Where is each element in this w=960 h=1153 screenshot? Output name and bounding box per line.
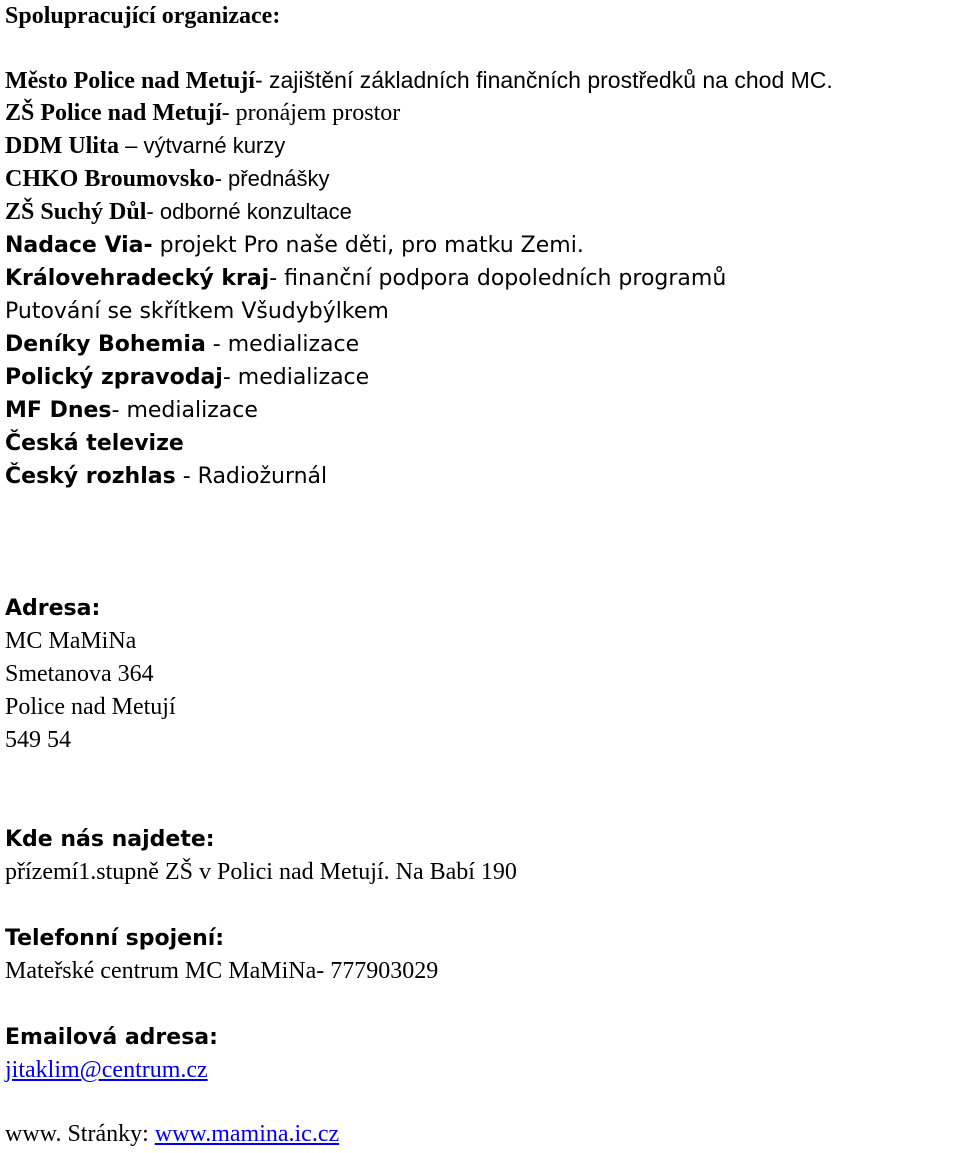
org-name: Deníky Bohemia <box>5 332 206 357</box>
org-item-chko <box>5 165 330 193</box>
location-heading: Kde nás najdete: <box>5 827 215 852</box>
org-name: ZŠ Suchý Důl <box>5 199 147 225</box>
address-heading: Adresa: <box>5 596 101 621</box>
org-item-cesky-rozhlas <box>5 462 327 491</box>
org-name: ZŠ Police nad Metují <box>5 100 222 126</box>
org-desc: projekt Pro naše děti, pro matku Zemi. <box>152 233 584 258</box>
org-name: Město Police nad Metují <box>5 68 255 94</box>
web-link[interactable]: www.mamina.ic.cz <box>154 1121 340 1147</box>
address-line-3: Police nad Metují <box>5 694 176 720</box>
org-name: Česká televize <box>5 431 184 456</box>
org-desc: - zajištění základních finančních prostředků na chod MC. <box>254 67 833 93</box>
location-text: přízemí1.stupně ZŠ v Polici nad Metují. Na Babí 190 <box>5 859 517 885</box>
org-item-deniky-bohemia <box>5 330 359 359</box>
org-desc: - Radiožurnál <box>175 464 328 489</box>
org-item-ceska-televize <box>5 429 184 458</box>
org-name: MF Dnes <box>5 398 112 423</box>
org-name: Nadace Via- <box>5 233 153 258</box>
web-prefix: www. Stránky: <box>5 1121 155 1147</box>
address-line-1: MC MaMiNa <box>5 628 137 654</box>
phone-heading: Telefonní spojení: <box>5 926 225 951</box>
section-title: Spolupracující organizace: <box>5 3 281 29</box>
org-item-zs-suchy-dul <box>5 198 352 226</box>
email-heading: Emailová adresa: <box>5 1025 218 1050</box>
org-item-mesto-police <box>5 66 833 95</box>
org-desc: - přednášky <box>214 166 330 191</box>
org-name: Královehradecký kraj <box>5 266 270 291</box>
org-desc: - finanční podpora dopoledních programů <box>269 266 727 291</box>
email-line <box>5 1056 208 1084</box>
org-item-ddm-ulita <box>5 132 285 160</box>
address-line-4: 549 54 <box>5 727 71 753</box>
org-name: DDM Ulita <box>5 133 119 159</box>
org-desc: Putování se skřítkem Všudybýlkem <box>5 299 389 324</box>
phone-text: Mateřské centrum MC MaMiNa- 777903029 <box>5 958 439 984</box>
org-item-nadace-via <box>5 231 584 260</box>
address-line-2: Smetanova 364 <box>5 661 154 687</box>
org-desc: - pronájem prostor <box>221 100 401 126</box>
email-link[interactable]: jitaklim@centrum.cz <box>5 1057 208 1083</box>
org-name: CHKO Broumovsko <box>5 166 215 192</box>
org-item-policky-zpravodaj <box>5 363 369 392</box>
org-name: Český rozhlas <box>5 464 176 489</box>
org-desc: – výtvarné kurzy <box>118 133 286 158</box>
org-item-mf-dnes <box>5 396 258 425</box>
org-item-kralovehradecky-kraj <box>5 264 726 293</box>
org-desc: - medializace <box>205 332 360 357</box>
org-desc: - odborné konzultace <box>146 199 352 224</box>
org-desc: - medializace <box>111 398 258 423</box>
org-desc: - medializace <box>222 365 370 390</box>
org-name: Polický zpravodaj <box>5 365 223 390</box>
org-item-putovani <box>5 297 389 326</box>
org-item-zs-police <box>5 99 400 127</box>
web-line <box>5 1120 339 1148</box>
